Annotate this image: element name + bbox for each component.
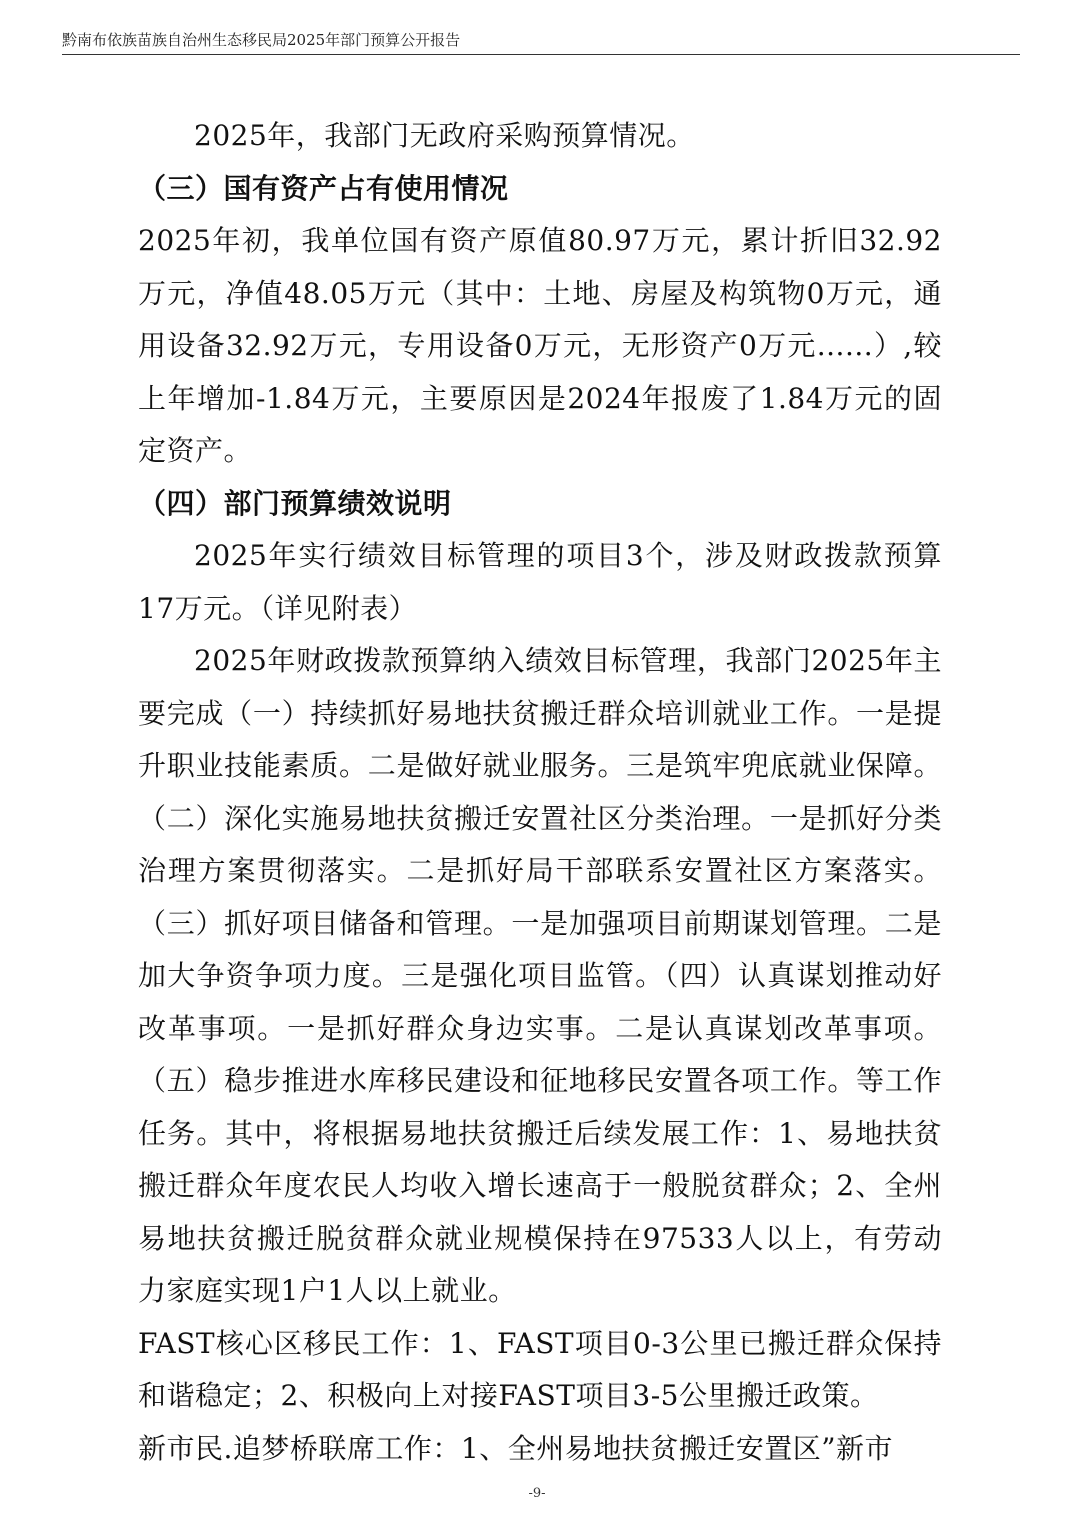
header-rule [62, 54, 1020, 55]
paragraph-fast-migration: FAST核心区移民工作：1、FAST项目0-3公里已搬迁群众保持和谐稳定；2、积极向上对接FAST项目3-5公里搬迁政策。 [138, 1326, 942, 1412]
page-number: -9- [528, 1486, 546, 1501]
running-header: 黔南布依族苗族自治州生态移民局2025年部门预算公开报告 [62, 31, 461, 49]
heading-budget-performance: （四）部门预算绩效说明 [138, 486, 452, 520]
document-body [138, 110, 942, 1475]
paragraph-state-assets: 2025年初，我单位国有资产原值80.97万元，累计折旧32.92万元，净值48.05万元（其中：土地、房屋及构筑物0万元，通用设备32.92万元，专用设备0万元，无形资产0万元......）,较上年增加-1.84万元，主要原因是2024年报废了1.84万元的固定资产。 [138, 224, 942, 467]
paragraph-xinshimin: 新市民.追梦桥联席工作：1、全州易地扶贫搬迁安置区”新市 [138, 1431, 894, 1465]
paragraph-performance-projects: 2025年实行绩效目标管理的项目3个，涉及财政拨款预算17万元。（详见附表） [138, 539, 942, 625]
heading-state-assets: （三）国有资产占有使用情况 [138, 171, 509, 205]
paragraph-procurement: 2025年，我部门无政府采购预算情况。 [194, 119, 695, 152]
paragraph-performance-detail: 2025年财政拨款预算纳入绩效目标管理，我部门2025年主要完成（一）持续抓好易地扶贫搬迁群众培训就业工作。一是提升职业技能素质。二是做好就业服务。三是筑牢兜底就业保障。（二）深化实施易地扶贫搬迁安置社区分类治理。一是抓好分类治理方案贯彻落实。二是抓好局干部联系安置社区方案落实。（三）抓好项目储备和管理。一是加强项目前期谋划管理。二是加大争资争项力度。三是强化项目监管。（四）认真谋划推动好改革事项。一是抓好群众身边实事。二是认真谋划改革事项。（五）稳步推进水库移民建设和征地移民安置各项工作。等工作任务。其中，将根据易地扶贫搬迁后续发展工作：1、易地扶贫搬迁群众年度农民人均收入增长速高于一般脱贫群众；2、全州易地扶贫搬迁脱贫群众就业规模保持在97533人以上，有劳动力家庭实现1户1人以上就业。 [138, 644, 942, 1307]
